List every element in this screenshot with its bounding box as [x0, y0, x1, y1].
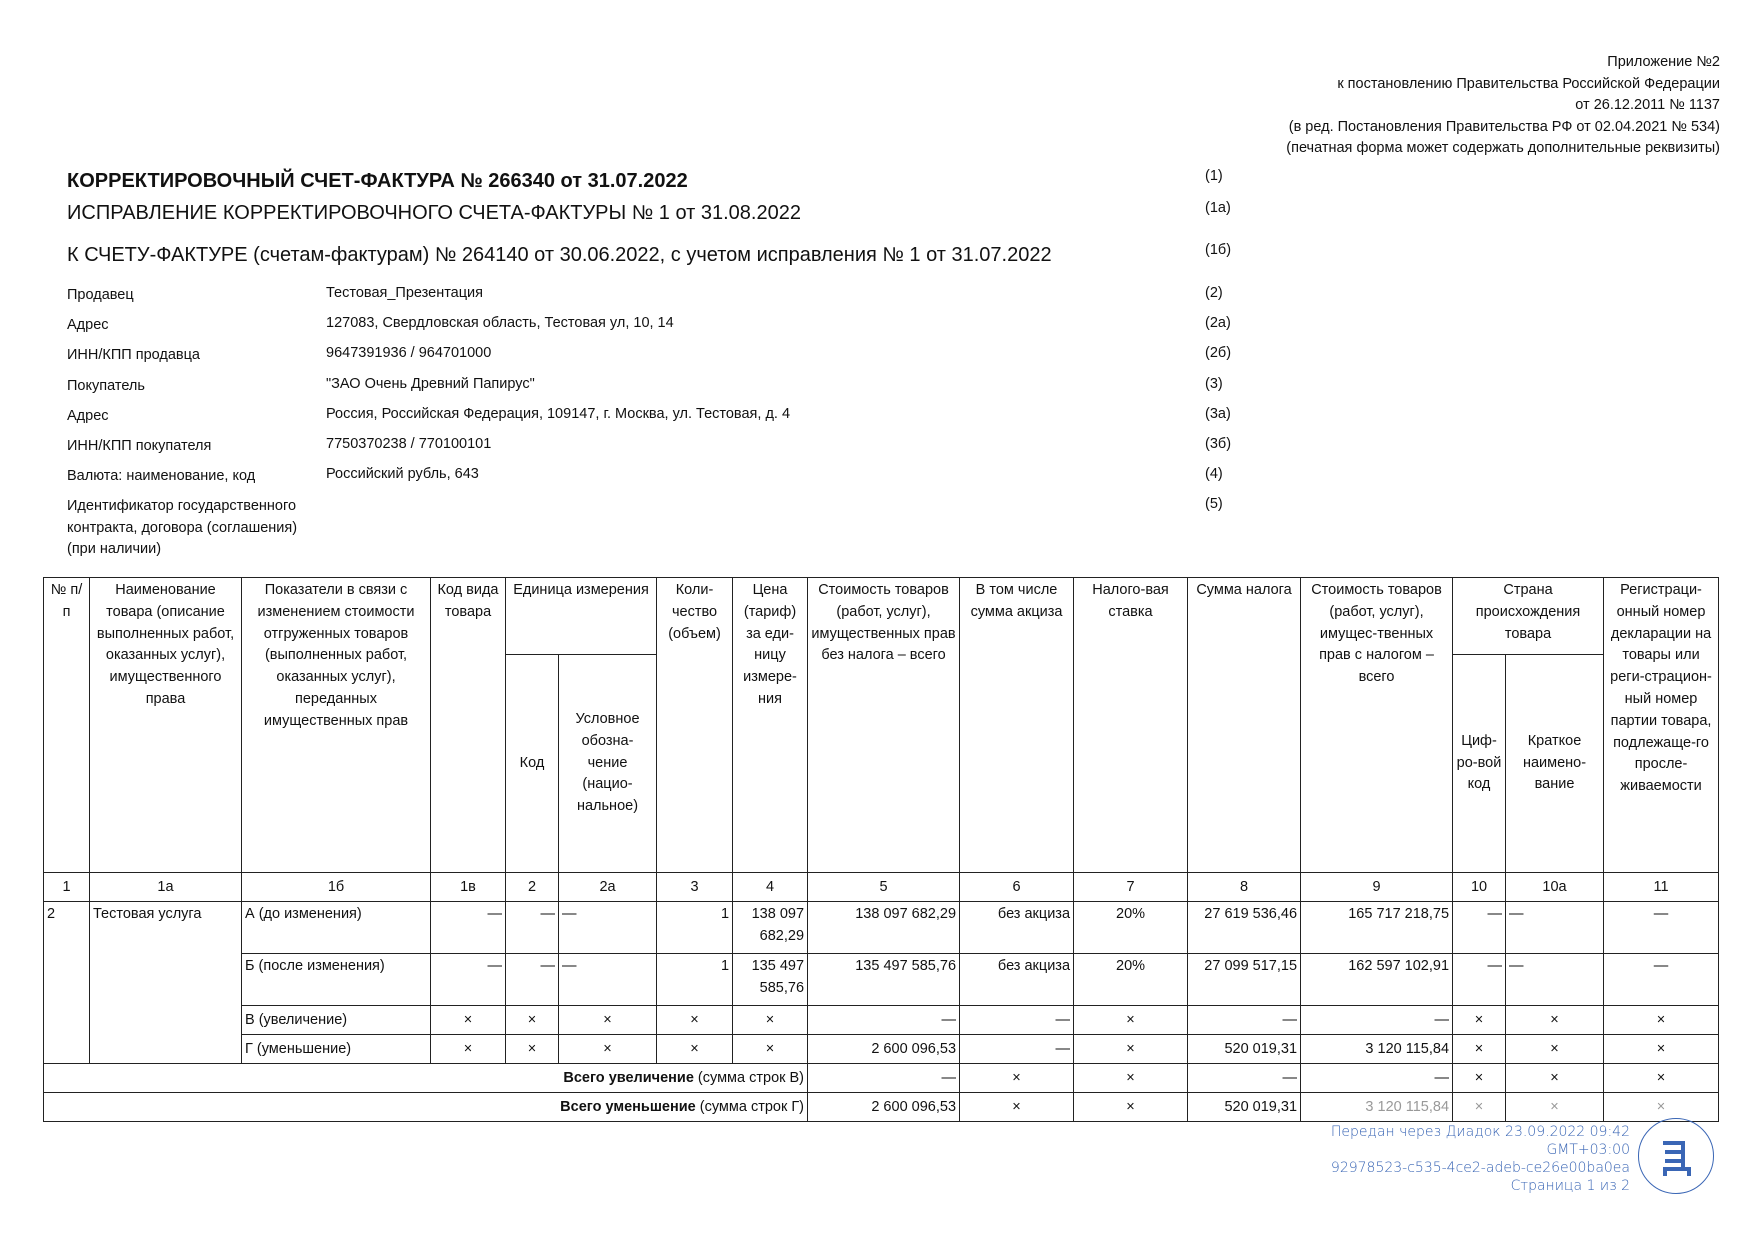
field-label: Покупатель [67, 377, 145, 394]
header-qty: Коли-чество (объем) [657, 578, 733, 873]
cell-6: × [960, 1093, 1074, 1122]
cell-2: — [506, 902, 559, 954]
cell-2a: × [559, 1006, 657, 1035]
cell-1v: × [431, 1035, 506, 1064]
total-decrease-row [44, 1093, 1719, 1122]
field-label: ИНН/КПП покупателя [67, 437, 212, 454]
column-number: 8 [1188, 873, 1301, 902]
cell-10a: × [1506, 1006, 1604, 1035]
cell-2a: — [559, 954, 657, 1006]
cell-5: — [808, 1064, 960, 1093]
cell-10a: — [1506, 902, 1604, 954]
title-line [67, 170, 1247, 202]
field-code: (3) [1205, 375, 1223, 392]
row-label: А (до изменения) [242, 902, 431, 954]
cell-2: × [506, 1035, 559, 1064]
cell-10: — [1453, 954, 1506, 1006]
cell-11: × [1604, 1064, 1719, 1093]
cell-8: 520 019,31 [1188, 1035, 1301, 1064]
stamp-transfer-line: Передан через Диадок 23.09.2022 09:42 GMT+03:00 [1330, 1124, 1630, 1158]
field-label: Адрес [67, 407, 109, 424]
field-code: (5) [1205, 496, 1223, 513]
cell-9: 3 120 115,84 [1301, 1093, 1453, 1122]
header-price: Цена (тариф) за еди-ницу измере-ния [733, 578, 808, 873]
header-cost-with-tax: Стоимость товаров (работ, услуг), имущес-твенных прав с налогом – всего [1301, 578, 1453, 873]
total-label-rest: (сумма строк Г) [695, 1099, 805, 1116]
cell-6: — [960, 1006, 1074, 1035]
table-row-g [44, 1035, 1719, 1064]
field-code: (2б) [1205, 345, 1232, 362]
cell-4: 138 097 682,29 [733, 902, 808, 954]
cell-3: 1 [657, 954, 733, 1006]
column-number: 1б [242, 873, 431, 902]
cell-10: × [1453, 1006, 1506, 1035]
cell-7: × [1074, 1064, 1188, 1093]
diadoc-logo-icon [1638, 1118, 1714, 1194]
header-country-code: Циф-ро-вой код [1453, 655, 1506, 873]
header-cost-no-tax: Стоимость товаров (работ, услуг), имущественных прав без налога – всего [808, 578, 960, 873]
cell-8: 520 019,31 [1188, 1093, 1301, 1122]
header-unit-symbol: Условное обозна-чение (нацио-нальное) [559, 655, 657, 873]
field-row-seller [67, 285, 1267, 315]
column-number: 10 [1453, 873, 1506, 902]
appendix-line: Приложение №2 [1607, 54, 1720, 70]
cell-5: — [808, 1006, 960, 1035]
header-declaration: Регистраци-онный номер декларации на товары или реги-страцион-ный номер партии товара, подлежаще-го просле-живаемости [1604, 578, 1719, 873]
cell-8: — [1188, 1006, 1301, 1035]
field-code: (1а) [1205, 200, 1231, 216]
field-value: 127083, Свердловская область, Тестовая ул, 10, 14 [326, 315, 674, 332]
header-country-name: Краткое наимено-вание [1506, 655, 1604, 873]
header-row [44, 578, 1719, 655]
cell-8: 27 619 536,46 [1188, 902, 1301, 954]
cell-10a: × [1506, 1093, 1604, 1122]
invoice-fields [67, 285, 1267, 558]
column-number: 1в [431, 873, 506, 902]
field-row-seller-inn [67, 345, 1267, 375]
field-value: Российский рубль, 643 [326, 466, 479, 483]
header-tax-rate: Налого-вая ставка [1074, 578, 1188, 873]
title-line [67, 202, 1247, 234]
cell-9: 165 717 218,75 [1301, 902, 1453, 954]
column-number: 1а [90, 873, 242, 902]
cell-4: × [733, 1006, 808, 1035]
appendix-line: (печатная форма может содержать дополнительные реквизиты) [1286, 140, 1720, 156]
field-value: "ЗАО Очень Древний Папирус" [326, 375, 535, 392]
cell-3: 1 [657, 902, 733, 954]
cell-9: — [1301, 1006, 1453, 1035]
total-label-bold: Всего уменьшение [560, 1099, 696, 1116]
cell-5: 2 600 096,53 [808, 1035, 960, 1064]
column-number: 1 [44, 873, 90, 902]
header-excise: В том числе сумма акциза [960, 578, 1074, 873]
column-number: 9 [1301, 873, 1453, 902]
field-row-contract-id [67, 496, 1267, 558]
column-number: 2 [506, 873, 559, 902]
total-label [44, 1093, 808, 1122]
field-code: (3б) [1205, 435, 1232, 452]
field-value: Тестовая_Презентация [326, 285, 484, 301]
header-num: № п/п [44, 578, 90, 873]
cell-11: — [1604, 954, 1719, 1006]
cell-10a: × [1506, 1035, 1604, 1064]
field-value: 7750370238 / 770100101 [326, 435, 492, 452]
column-number: 3 [657, 873, 733, 902]
field-row-seller-address [67, 315, 1267, 345]
cell-5: 135 497 585,76 [808, 954, 960, 1006]
table-row-a [44, 902, 1719, 954]
column-number: 11 [1604, 873, 1719, 902]
cell-11: × [1604, 1006, 1719, 1035]
field-code: (3а) [1205, 405, 1231, 422]
header-kind-code: Код вида товара [431, 578, 506, 873]
diadoc-stamp [1290, 1123, 1630, 1195]
field-code: (2а) [1205, 315, 1231, 332]
correction-title: ИСПРАВЛЕНИЕ КОРРЕКТИРОВОЧНОГО СЧЕТА-ФАКТУРЫ № 1 от 31.08.2022 [67, 202, 801, 224]
field-label: Идентификатор государственного контракта, договора (соглашения) (при наличии) [67, 498, 298, 558]
appendix-line: к постановлению Правительства Российской Федерации [1337, 75, 1720, 92]
field-code: (4) [1205, 466, 1223, 483]
field-row-buyer [67, 376, 1267, 406]
appendix-line: от 26.12.2011 № 1137 [1575, 97, 1720, 113]
base-invoice-title: К СЧЕТУ-ФАКТУРЕ (счетам-фактурам) № 264140 от 30.06.2022, с учетом исправления № 1 от 31.07.2022 [67, 244, 1052, 266]
cell-2: — [506, 954, 559, 1006]
field-row-buyer-inn [67, 436, 1267, 466]
cell-9: 3 120 115,84 [1301, 1035, 1453, 1064]
cell-8: — [1188, 1064, 1301, 1093]
appendix-note [1286, 52, 1720, 160]
cell-5: 2 600 096,53 [808, 1093, 960, 1122]
field-label: Валюта: наименование, код [67, 468, 256, 485]
appendix-line: (в ред. Постановления Правительства РФ от 02.04.2021 № 534) [1288, 118, 1720, 135]
row-label: В (увеличение) [242, 1006, 431, 1035]
header-indicators: Показатели в связи с изменением стоимости отгруженных товаров (выполненных работ, оказанных услуг), переданных имущественных прав [242, 578, 431, 873]
cell-2a: — [559, 902, 657, 954]
total-label [44, 1064, 808, 1093]
field-row-currency [67, 466, 1267, 496]
header-unit: Единица измерения [506, 578, 657, 655]
field-label: Адрес [67, 317, 109, 334]
field-code: (2) [1205, 285, 1223, 301]
document-title: КОРРЕКТИРОВОЧНЫЙ СЧЕТ-ФАКТУРА № 266340 от 31.07.2022 [67, 170, 688, 192]
row-label: Г (уменьшение) [242, 1035, 431, 1064]
field-value: 9647391936 / 964701000 [326, 345, 492, 362]
field-row-buyer-address [67, 406, 1267, 436]
cell-7: 20% [1074, 954, 1188, 1006]
cell-1v: — [431, 902, 506, 954]
cell-7: × [1074, 1006, 1188, 1035]
cell-8: 27 099 517,15 [1188, 954, 1301, 1006]
cell-1v: — [431, 954, 506, 1006]
title-line [67, 244, 1247, 276]
cell-6: × [960, 1064, 1074, 1093]
header-name: Наименование товара (описание выполненных работ, оказанных услуг), имущественного права [90, 578, 242, 873]
column-number: 7 [1074, 873, 1188, 902]
cell-10a: — [1506, 954, 1604, 1006]
field-label: ИНН/КПП продавца [67, 347, 200, 364]
cell-4: × [733, 1035, 808, 1064]
column-number: 5 [808, 873, 960, 902]
column-number: 10а [1506, 873, 1604, 902]
invoice-table [43, 577, 1719, 1122]
cell-11: × [1604, 1093, 1719, 1122]
cell-1v: × [431, 1006, 506, 1035]
field-code: (1) [1205, 168, 1223, 184]
column-numbers-row [44, 873, 1719, 902]
total-label-bold: Всего увеличение [563, 1070, 694, 1087]
stamp-document-id: 92978523-c535-4ce2-adeb-ce26e00ba0ea [1330, 1160, 1630, 1176]
header-country: Страна происхождения товара [1453, 578, 1604, 655]
cell-9: — [1301, 1064, 1453, 1093]
cell-6: без акциза [960, 954, 1074, 1006]
cell-7: × [1074, 1035, 1188, 1064]
document-titles [67, 170, 1247, 276]
cell-6: — [960, 1035, 1074, 1064]
cell-3: × [657, 1006, 733, 1035]
stamp-page-number: Страница 1 из 2 [1510, 1178, 1630, 1194]
cell-3: × [657, 1035, 733, 1064]
cell-10: × [1453, 1035, 1506, 1064]
row-label: Б (после изменения) [242, 954, 431, 1006]
cell-5: 138 097 682,29 [808, 902, 960, 954]
cell-6: без акциза [960, 902, 1074, 954]
total-label-rest: (сумма строк В) [693, 1070, 805, 1087]
cell-10: — [1453, 902, 1506, 954]
cell-10a: × [1506, 1064, 1604, 1093]
cell-11: — [1604, 902, 1719, 954]
header-tax-sum: Сумма налога [1188, 578, 1301, 873]
table-row-b [44, 954, 1719, 1006]
table-row-v [44, 1006, 1719, 1035]
column-number: 6 [960, 873, 1074, 902]
column-number: 2а [559, 873, 657, 902]
item-num: 2 [44, 902, 90, 1064]
cell-10: × [1453, 1093, 1506, 1122]
cell-2a: × [559, 1035, 657, 1064]
item-name: Тестовая услуга [90, 902, 242, 1064]
field-label: Продавец [67, 287, 134, 303]
cell-10: × [1453, 1064, 1506, 1093]
total-increase-row [44, 1064, 1719, 1093]
cell-2: × [506, 1006, 559, 1035]
cell-7: 20% [1074, 902, 1188, 954]
cell-9: 162 597 102,91 [1301, 954, 1453, 1006]
field-code: (1б) [1205, 242, 1232, 258]
cell-4: 135 497 585,76 [733, 954, 808, 1006]
cell-11: × [1604, 1035, 1719, 1064]
field-value: Россия, Российская Федерация, 109147, г. Москва, ул. Тестовая, д. 4 [326, 405, 791, 422]
header-unit-code: Код [506, 655, 559, 873]
column-number: 4 [733, 873, 808, 902]
cell-7: × [1074, 1093, 1188, 1122]
